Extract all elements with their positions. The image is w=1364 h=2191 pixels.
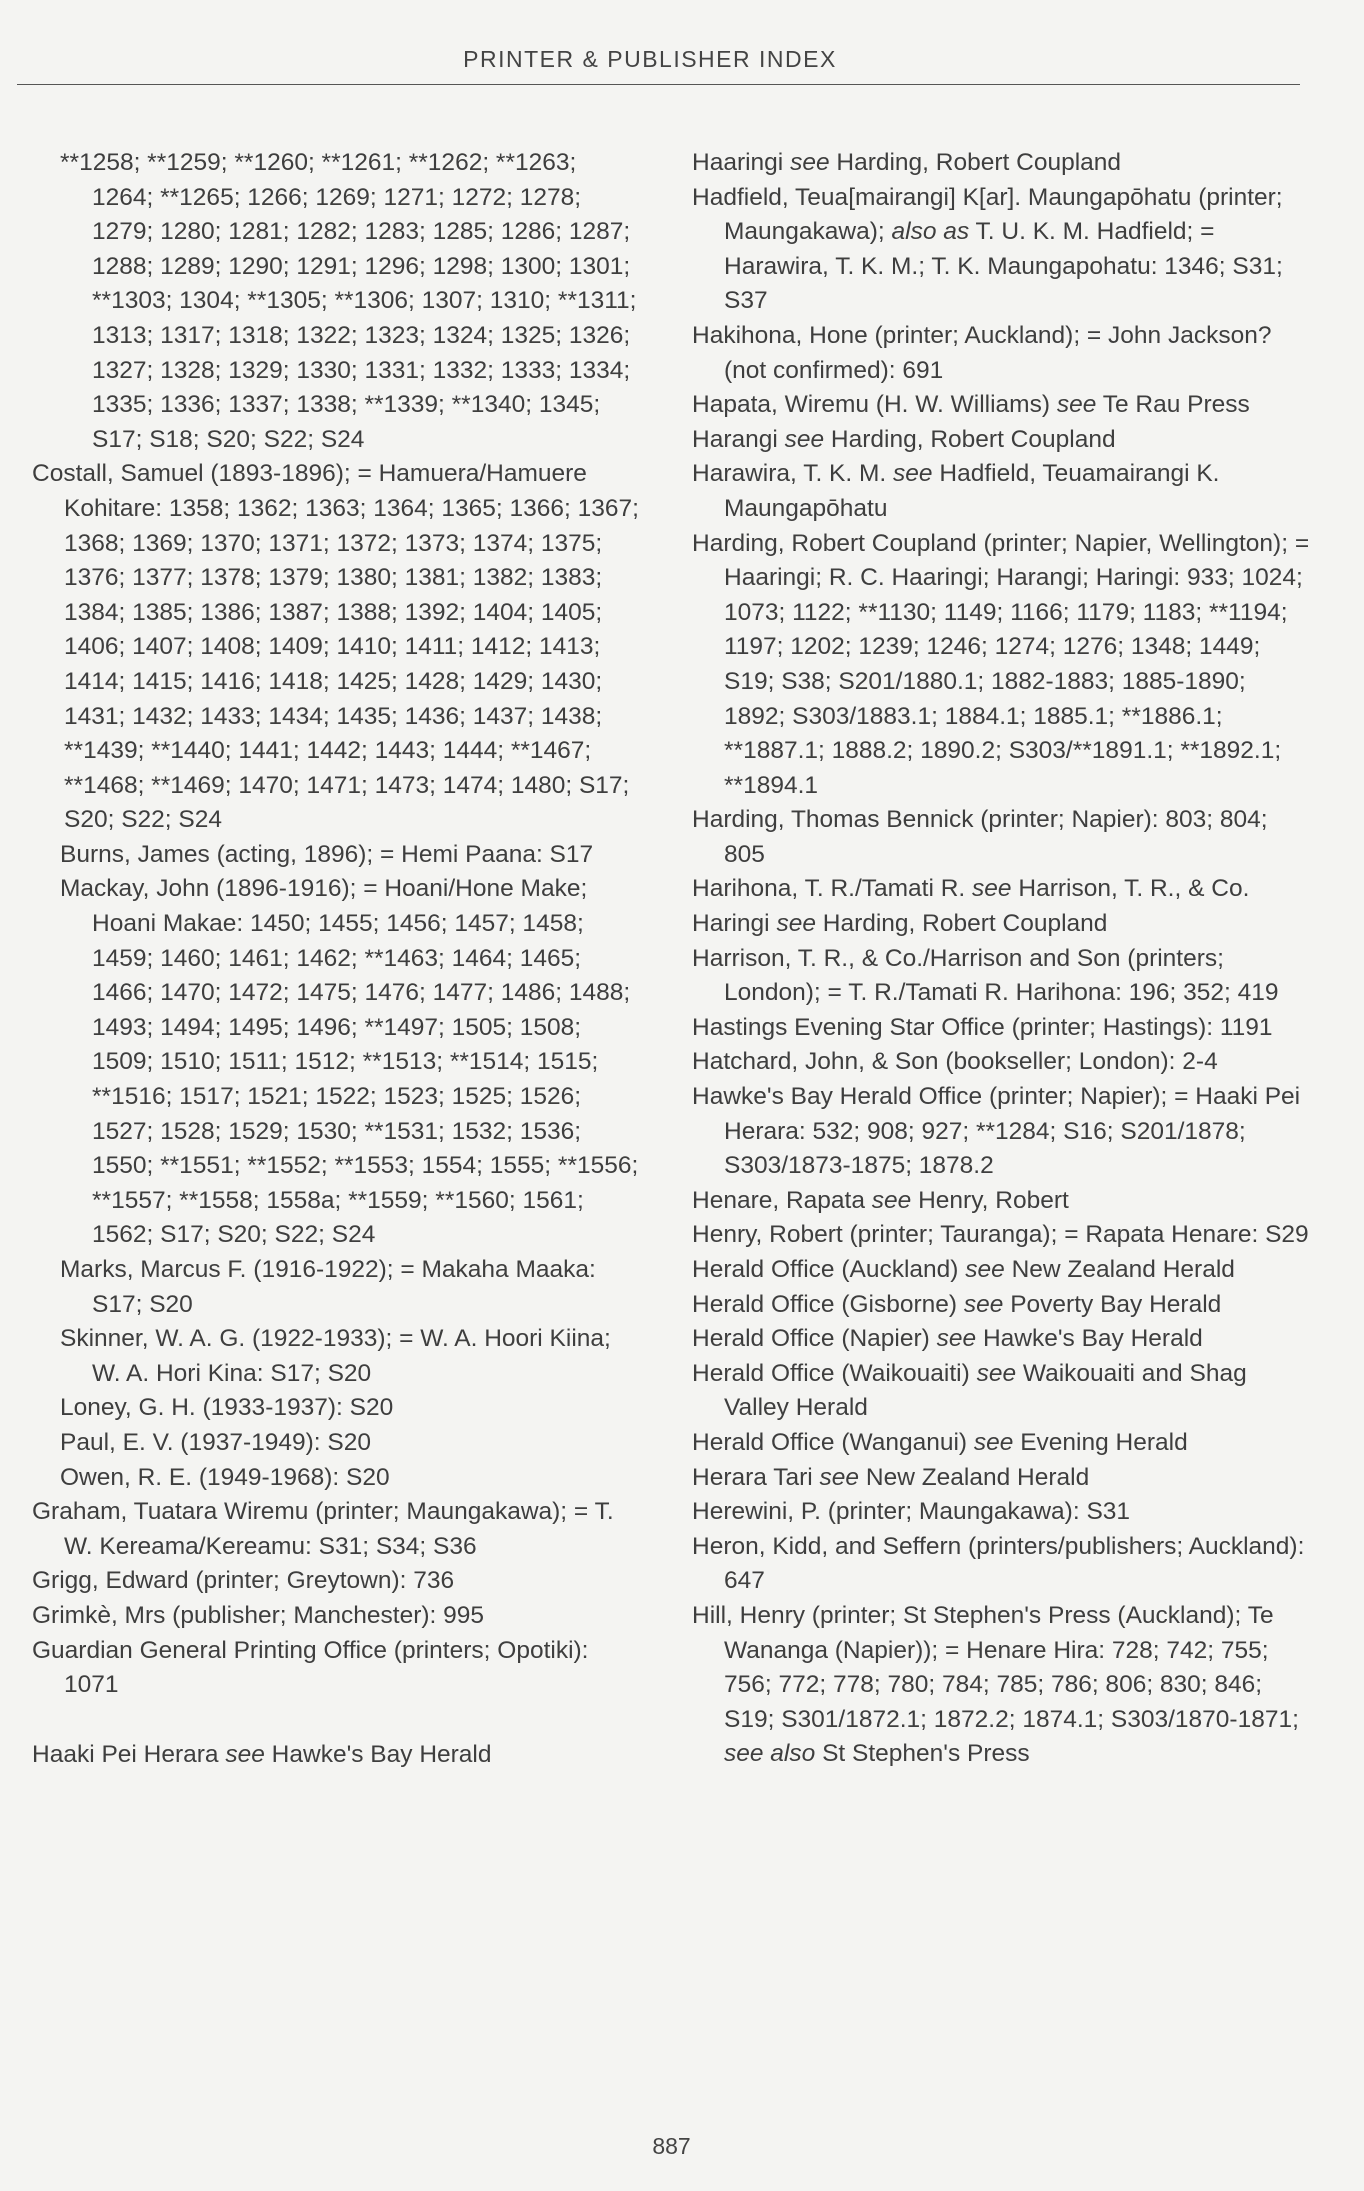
index-entry: Hatchard, John, & Son (bookseller; London): 2-4 [692, 1048, 1218, 1076]
index-entry: Marks, Marcus F. (1916-1922); = Makaha Maaka: S17; S20 [60, 1256, 596, 1318]
index-entry: Haaki Pei Herara see Hawke's Bay Herald [32, 1740, 492, 1768]
index-entry: Mackay, John (1896-1916); = Hoani/Hone Make; Hoani Makae: 1450; 1455; 1456; 1457; 1458; 1459; 1460; 1461; 1462; **1463; 1464; 1465; 1466; 1470; 1472; 1475; 1476; 1477; 1486; 1488; 1493; 1494; 1495; 1496; **1497; 1505; 1508; 1509; 1510; 1511; 1512; **1513; **1514; 1515; **1516; 1517; 1521; 1522; 1523; 1525; 1526; 1527; 1528; 1529; 1530; **1531; 1532; 1536; 1550; **1551; **1552; **1553; 1554; 1555; **1556; **1557; **1558; 1558a; **1559; **1560; 1561; 1562; S17; S20; S22; S24 [60, 875, 639, 1249]
index-entry: Hadfield, Teua[mairangi] K[ar]. Maungapōhatu (printer; Maungakawa); also as T. U. K. M. Hadfield; = Harawira, T. K. M.; T. K. Maungapohatu: 1346; S31; S37 [692, 183, 1283, 315]
index-entry: Herald Office (Auckland) see New Zealand Herald [692, 1256, 1235, 1283]
index-entry: Herald Office (Waikouaiti) see Waikouaiti and Shag Valley Herald [692, 1359, 1247, 1422]
index-entry: Harrison, T. R., & Co./Harrison and Son (printers; London); = T. R./Tamati R. Harihona: 196; 352; 419 [692, 944, 1279, 1007]
index-entry: Hakihona, Hone (printer; Auckland); = John Jackson? (not confirmed): 691 [692, 321, 1272, 384]
index-entry: Harangi see Harding, Robert Coupland [692, 425, 1116, 453]
index-entry: Graham, Tuatara Wiremu (printer; Maungakawa); = T. W. Kereama/Kereamu: S31; S34; S36 [32, 1498, 614, 1560]
index-entry: Paul, E. V. (1937-1949): S20 [60, 1428, 371, 1456]
index-entry: Harding, Robert Coupland (printer; Napier, Wellington); = Haaringi; R. C. Haaringi; Harangi; Haringi: 933; 1024; 1073; 1122; **1130; 1149; 1166; 1179; 1183; **1194; 1197; 1202; 1239; 1246; 1274; 1276; 1348; 1449; S19; S38; S201/1880.1; 1882-1883; 1885-1890; 1892; S303/1883.1; 1884.1; 1885.1; **1886.1; **1887.1; 1888.2; 1890.2; S303/**1891.1; **1892.1; **1894.1 [692, 529, 1310, 799]
running-header: PRINTER & PUBLISHER INDEX [463, 46, 837, 72]
index-entry: Owen, R. E. (1949-1968): S20 [60, 1463, 390, 1491]
index-entry: Grimkè, Mrs (publisher; Manchester): 995 [32, 1601, 485, 1629]
index-entry: **1258; **1259; **1260; **1261; **1262; **1263; 1264; **1265; 1266; 1269; 1271; 1272; 1278; 1279; 1280; 1281; 1282; 1283; 1285; 1286; 1287; 1288; 1289; 1290; 1291; 1296; 1298; 1300; 1301; **1303; 1304; **1305; **1306; 1307; 1310; **1311; 1313; 1317; 1318; 1322; 1323; 1324; 1325; 1326; 1327; 1328; 1329; 1330; 1331; 1332; 1333; 1334; 1335; 1336; 1337; 1338; **1339; **1340; 1345; S17; S18; S20; S22; S24 [60, 149, 637, 453]
index-entry: Skinner, W. A. G. (1922-1933); = W. A. Hoori Kiina; W. A. Hori Kina: S17; S20 [60, 1325, 611, 1387]
index-entry: Heron, Kidd, and Seffern (printers/publishers; Auckland): 647 [692, 1532, 1305, 1595]
index-entry: Henare, Rapata see Henry, Robert [692, 1186, 1069, 1214]
index-entry: Burns, James (acting, 1896); = Hemi Paana: S17 [60, 840, 594, 868]
index-entry: Costall, Samuel (1893-1896); = Hamuera/Hamuere Kohitare: 1358; 1362; 1363; 1364; 1365; 1366; 1367; 1368; 1369; 1370; 1371; 1372; 1373; 1374; 1375; 1376; 1377; 1378; 1379; 1380; 1381; 1382; 1383; 1384; 1385; 1386; 1387; 1388; 1392; 1404; 1405; 1406; 1407; 1408; 1409; 1410; 1411; 1412; 1413; 1414; 1415; 1416; 1418; 1425; 1428; 1429; 1430; 1431; 1432; 1433; 1434; 1435; 1436; 1437; 1438; **1439; **1440; 1441; 1442; 1443; 1444; **1467; **1468; **1469; 1470; 1471; 1473; 1474; 1480; S17; S20; S22; S24 [32, 460, 639, 834]
index-entry: Herara Tari see New Zealand Herald [692, 1463, 1090, 1491]
index-entry: Haringi see Harding, Robert Coupland [692, 910, 1108, 938]
index-entry: Grigg, Edward (printer; Greytown): 736 [32, 1567, 455, 1595]
index-entry: Hastings Evening Star Office (printer; Hastings): 1191 [692, 1013, 1273, 1041]
entry-gap [32, 1703, 644, 1738]
index-entry: Harihona, T. R./Tamati R. see Harrison, T. R., & Co. [692, 875, 1250, 903]
index-entry: Guardian General Printing Office (printers; Opotiki): 1071 [32, 1636, 589, 1699]
index-entry: Hawke's Bay Herald Office (printer; Napier); = Haaki Pei Herara: 532; 908; 927; **1284; S16; S201/1878; S303/1873-1875; 1878.2 [692, 1083, 1301, 1180]
index-entry: Harawira, T. K. M. see Hadfield, Teuamairangi K. Maungapōhatu [692, 460, 1220, 522]
left-column [32, 146, 644, 1772]
index-entry: Haaringi see Harding, Robert Coupland [692, 149, 1122, 176]
index-entry: Henry, Robert (printer; Tauranga); = Rapata Henare: S29 [692, 1221, 1309, 1249]
page-number: 887 [652, 2133, 691, 2159]
header-rule [17, 84, 1300, 85]
index-entry: Herald Office (Gisborne) see Poverty Bay Herald [692, 1290, 1222, 1318]
index-entry: Hapata, Wiremu (H. W. Williams) see Te Rau Press [692, 391, 1250, 419]
index-entry: Herewini, P. (printer; Maungakawa): S31 [692, 1498, 1131, 1526]
right-column [692, 146, 1312, 1772]
index-entry: Loney, G. H. (1933-1937): S20 [60, 1394, 394, 1422]
index-entry: Harding, Thomas Bennick (printer; Napier): 803; 804; 805 [692, 806, 1268, 868]
index-entry: Hill, Henry (printer; St Stephen's Press (Auckland); Te Wananga (Napier)); = Henare Hira: 728; 742; 755; 756; 772; 778; 780; 784; 785; 786; 806; 830; 846; S19; S301/1872.1; 1872.2; 1874.1; S303/1870-1871; see also St Stephen's Press [692, 1601, 1299, 1768]
index-entry: Herald Office (Napier) see Hawke's Bay Herald [692, 1325, 1203, 1353]
index-entry: Herald Office (Wanganui) see Evening Herald [692, 1428, 1188, 1456]
